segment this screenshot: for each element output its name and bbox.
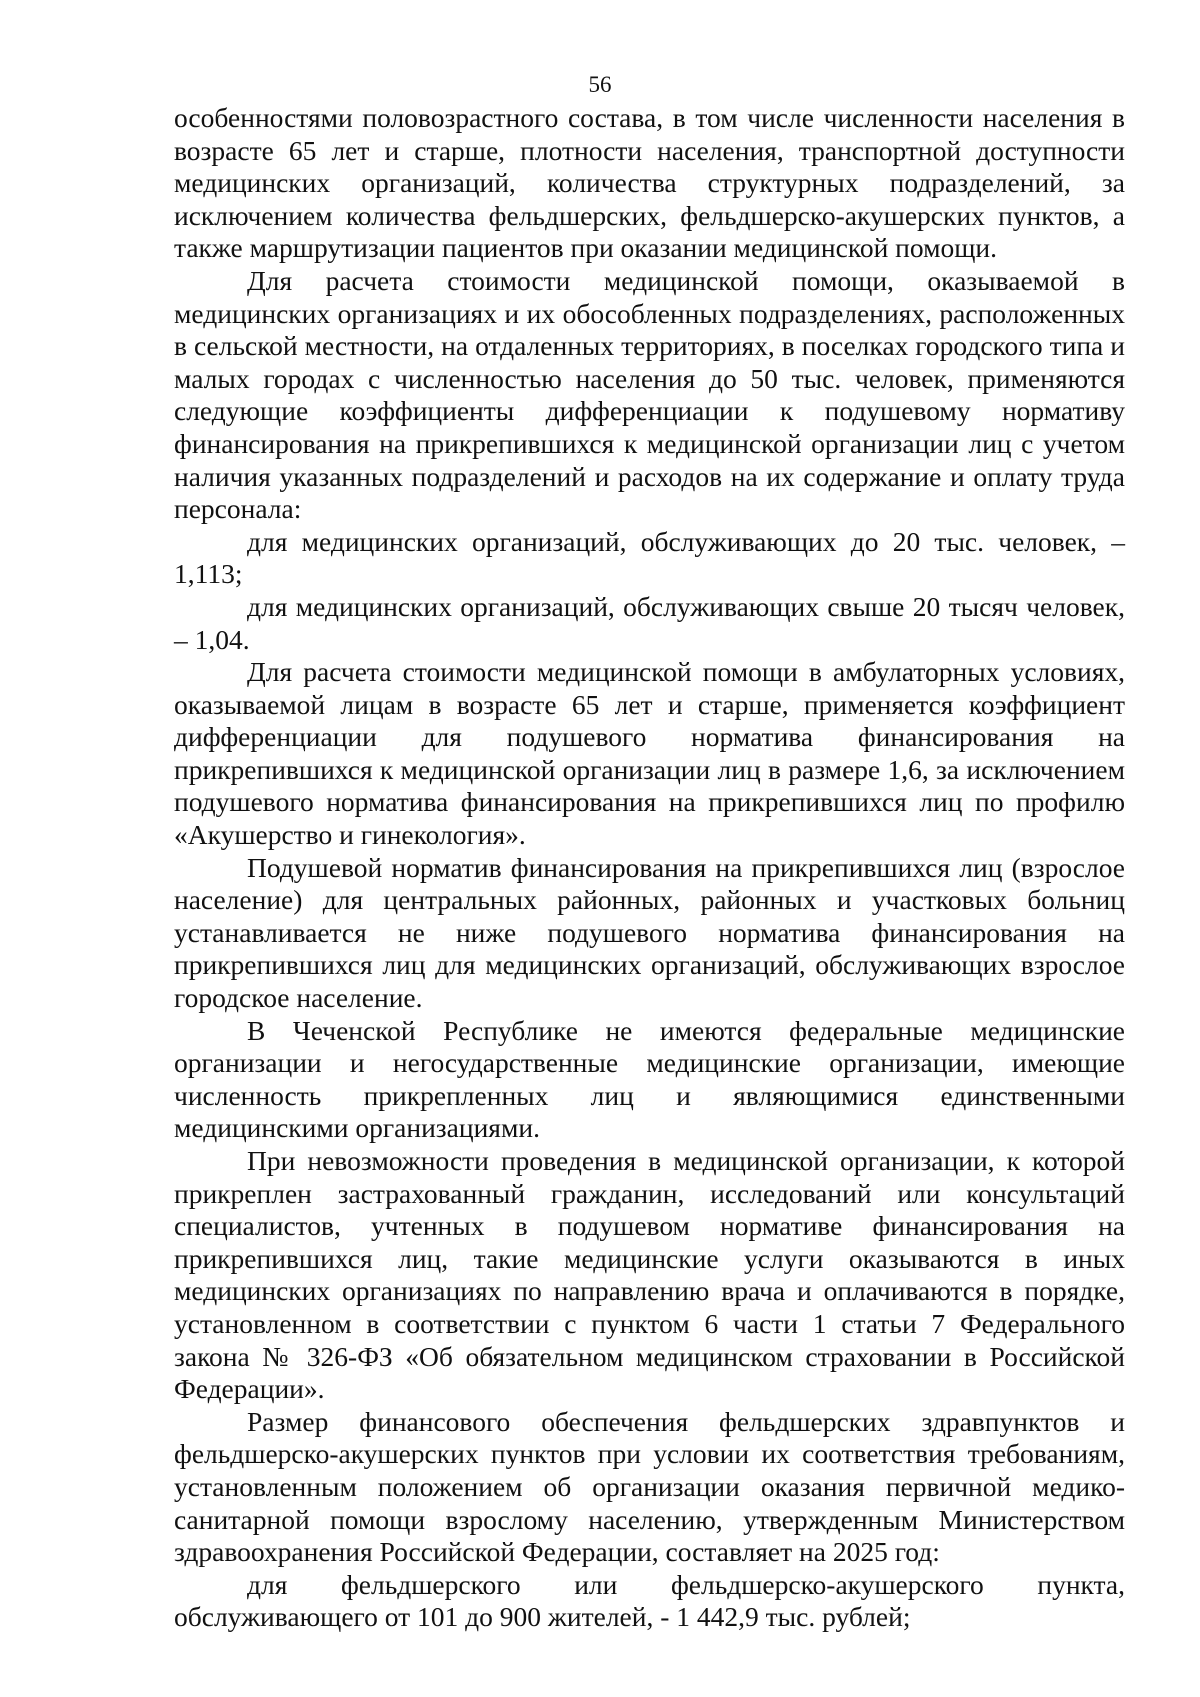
paragraph: Для расчета стоимости медицинской помощи в амбулаторных условиях, оказываемой лицам в возрасте 65 лет и старше, применяется коэффициент дифференциации для подушевого норматива финансирования на прикрепившихся к медицинской организации лиц в размере 1,6, за исключением подушевого норматива финансирования на прикрепившихся лиц по профилю «Акушерство и гинекология». xyxy=(174,656,1125,851)
paragraph: При невозможности проведения в медицинской организации, к которой прикреплен застрахованный гражданин, исследований или консультаций специалистов, учтенных в подушевом нормативе финансирования на прикрепившихся лиц, такие медицинские услуги оказываются в иных медицинских организациях по направлению врача и оплачиваются в порядке, установленном в соответствии с пунктом 6 части 1 статьи 7 Федерального закона № 326-ФЗ «Об обязательном медицинском страховании в Российской Федерации». xyxy=(174,1145,1125,1405)
page-number: 56 xyxy=(588,72,612,97)
paragraph: особенностями половозрастного состава, в том числе численности населения в возрасте 65 лет и старше, плотности населения, транспортной доступности медицинских организаций, количества структурных подразделений, за исключением количества фельдшерских, фельдшерско-акушерских пунктов, а также маршрутизации пациентов при оказании медицинской помощи. xyxy=(174,102,1125,264)
paragraph: для медицинских организаций, обслуживающих до 20 тыс. человек, – 1,113; xyxy=(174,525,1125,590)
document-body xyxy=(174,102,1125,1634)
paragraph: Подушевой норматив финансирования на прикрепившихся лиц (взрослое население) для центральных районных, районных и участковых больниц устанавливается не ниже подушевого норматива финансирования на прикрепившихся лиц для медицинских организаций, обслуживающих взрослое городское население. xyxy=(174,851,1125,1014)
paragraph: для медицинских организаций, обслуживающих свыше 20 тысяч человек, – 1,04. xyxy=(174,590,1125,655)
paragraph: Для расчета стоимости медицинской помощи, оказываемой в медицинских организациях и их обособленных подразделениях, расположенных в сельской местности, на отдаленных территориях, в поселках городского типа и малых городах с численностью населения до 50 тыс. человек, применяются следующие коэффициенты дифференциации к подушевому нормативу финансирования на прикрепившихся к медицинской организации лиц с учетом наличия указанных подразделений и расходов на их содержание и оплату труда персонала: xyxy=(174,264,1125,525)
paragraph: Размер финансового обеспечения фельдшерских здравпунктов и фельдшерско-акушерских пунктов при условии их соответствия требованиям, установленным положением об организации оказания первичной медико-санитарной помощи взрослому населению, утвержденным Министерством здравоохранения Российской Федерации, составляет на 2025 год: xyxy=(174,1405,1125,1568)
paragraph: для фельдшерского или фельдшерско-акушерского пункта, обслуживающего от 101 до 900 жителей, - 1 442,9 тыс. рублей; xyxy=(174,1568,1125,1633)
paragraph: В Чеченской Республике не имеются федеральные медицинские организации и негосударственные медицинские организации, имеющие численность прикрепленных лиц и являющимися единственными медицинскими организациями. xyxy=(174,1014,1125,1144)
